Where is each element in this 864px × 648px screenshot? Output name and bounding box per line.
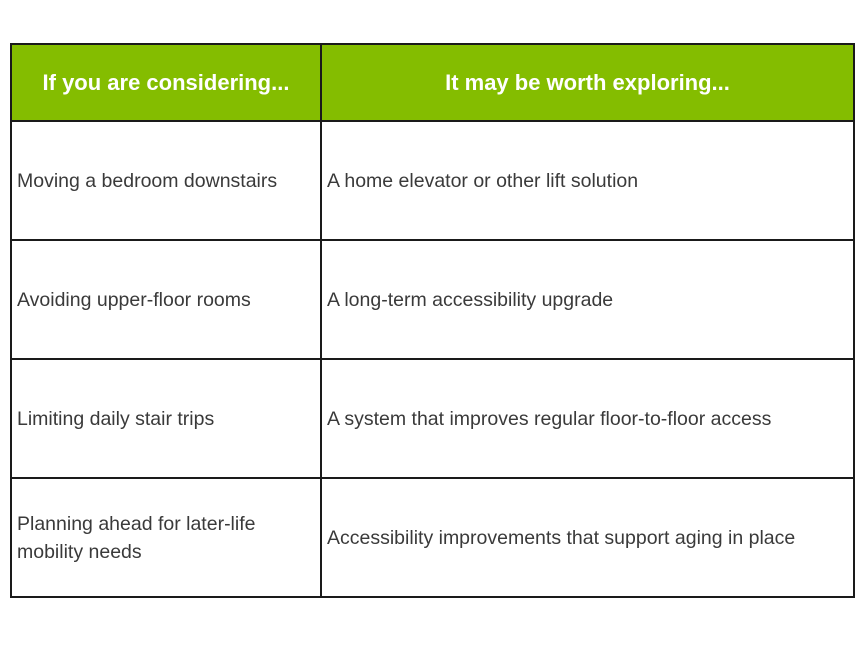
cell-considering: Limiting daily stair trips <box>11 359 321 478</box>
cell-considering: Planning ahead for later-life mobility needs <box>11 478 321 597</box>
header-row <box>11 44 854 121</box>
cell-exploring: Accessibility improvements that support aging in place <box>321 478 854 597</box>
header-exploring: It may be worth exploring... <box>321 44 854 121</box>
table-body <box>11 121 854 597</box>
header-considering: If you are considering... <box>11 44 321 121</box>
table-row <box>11 121 854 240</box>
table-row <box>11 359 854 478</box>
table-header <box>11 44 854 121</box>
cell-considering: Avoiding upper-floor rooms <box>11 240 321 359</box>
cell-considering: Moving a bedroom downstairs <box>11 121 321 240</box>
table-row <box>11 240 854 359</box>
cell-exploring: A system that improves regular floor-to-floor access <box>321 359 854 478</box>
cell-exploring: A long-term accessibility upgrade <box>321 240 854 359</box>
table-row <box>11 478 854 597</box>
cell-exploring: A home elevator or other lift solution <box>321 121 854 240</box>
comparison-table-container <box>10 43 853 598</box>
comparison-table <box>10 43 855 598</box>
